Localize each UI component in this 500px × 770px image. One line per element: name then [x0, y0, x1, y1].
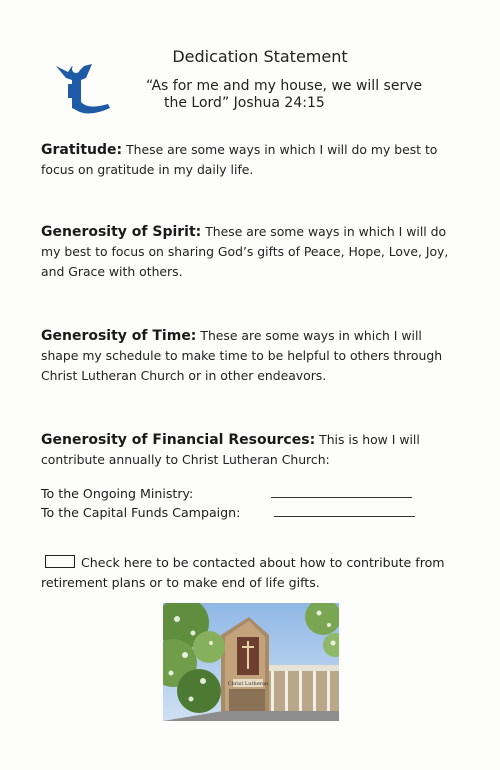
contribution-lines	[41, 484, 461, 522]
contact-checkbox-row	[41, 553, 461, 593]
section-heading: Generosity of Financial Resources:	[41, 432, 316, 448]
section-text: These are some ways in which I will shape my schedule to make time to be helpful to others through Christ Lutheran Church or in other endeavors.	[41, 328, 443, 383]
section-text: These are some ways in which I will do my best to focus on sharing God’s gifts of Peace, Hope, Love, Joy, and Grace with others.	[41, 224, 449, 279]
contribution-label: To the Ongoing Ministry:	[41, 486, 194, 501]
section-text: These are some ways in which I will do my best to focus on gratitude in my daily life.	[41, 142, 438, 177]
scripture-quote	[146, 78, 446, 112]
ongoing-ministry-amount-line[interactable]	[271, 497, 412, 498]
section-heading: Generosity of Spirit:	[41, 224, 202, 240]
church-sign-text: Christ Lutheran	[227, 681, 269, 687]
section-heading: Gratitude:	[41, 142, 123, 158]
quote-line-2: the Lord” Joshua 24:15	[164, 95, 325, 111]
contribution-label: To the Capital Funds Campaign:	[41, 505, 241, 520]
page-title: Dedication Statement	[172, 47, 348, 66]
contact-checkbox[interactable]	[45, 555, 75, 568]
section-text: This is how I will contribute annually to Christ Lutheran Church:	[41, 432, 420, 467]
cross-logo-icon	[48, 58, 114, 124]
section-generosity-of-time	[41, 326, 461, 386]
church-photo	[163, 603, 339, 721]
capital-funds-amount-line[interactable]	[274, 516, 415, 517]
contribution-row-ongoing-ministry	[41, 484, 461, 503]
section-heading: Generosity of Time:	[41, 328, 197, 344]
section-gratitude	[41, 140, 461, 180]
contribution-row-capital-funds	[41, 503, 461, 522]
section-generosity-of-spirit	[41, 222, 461, 282]
checkbox-text: Check here to be contacted about how to contribute from retirement plans or to make end of life gifts.	[41, 555, 445, 590]
quote-line-1: “As for me and my house, we will serve	[146, 78, 423, 94]
section-generosity-of-financial-resources	[41, 430, 461, 470]
